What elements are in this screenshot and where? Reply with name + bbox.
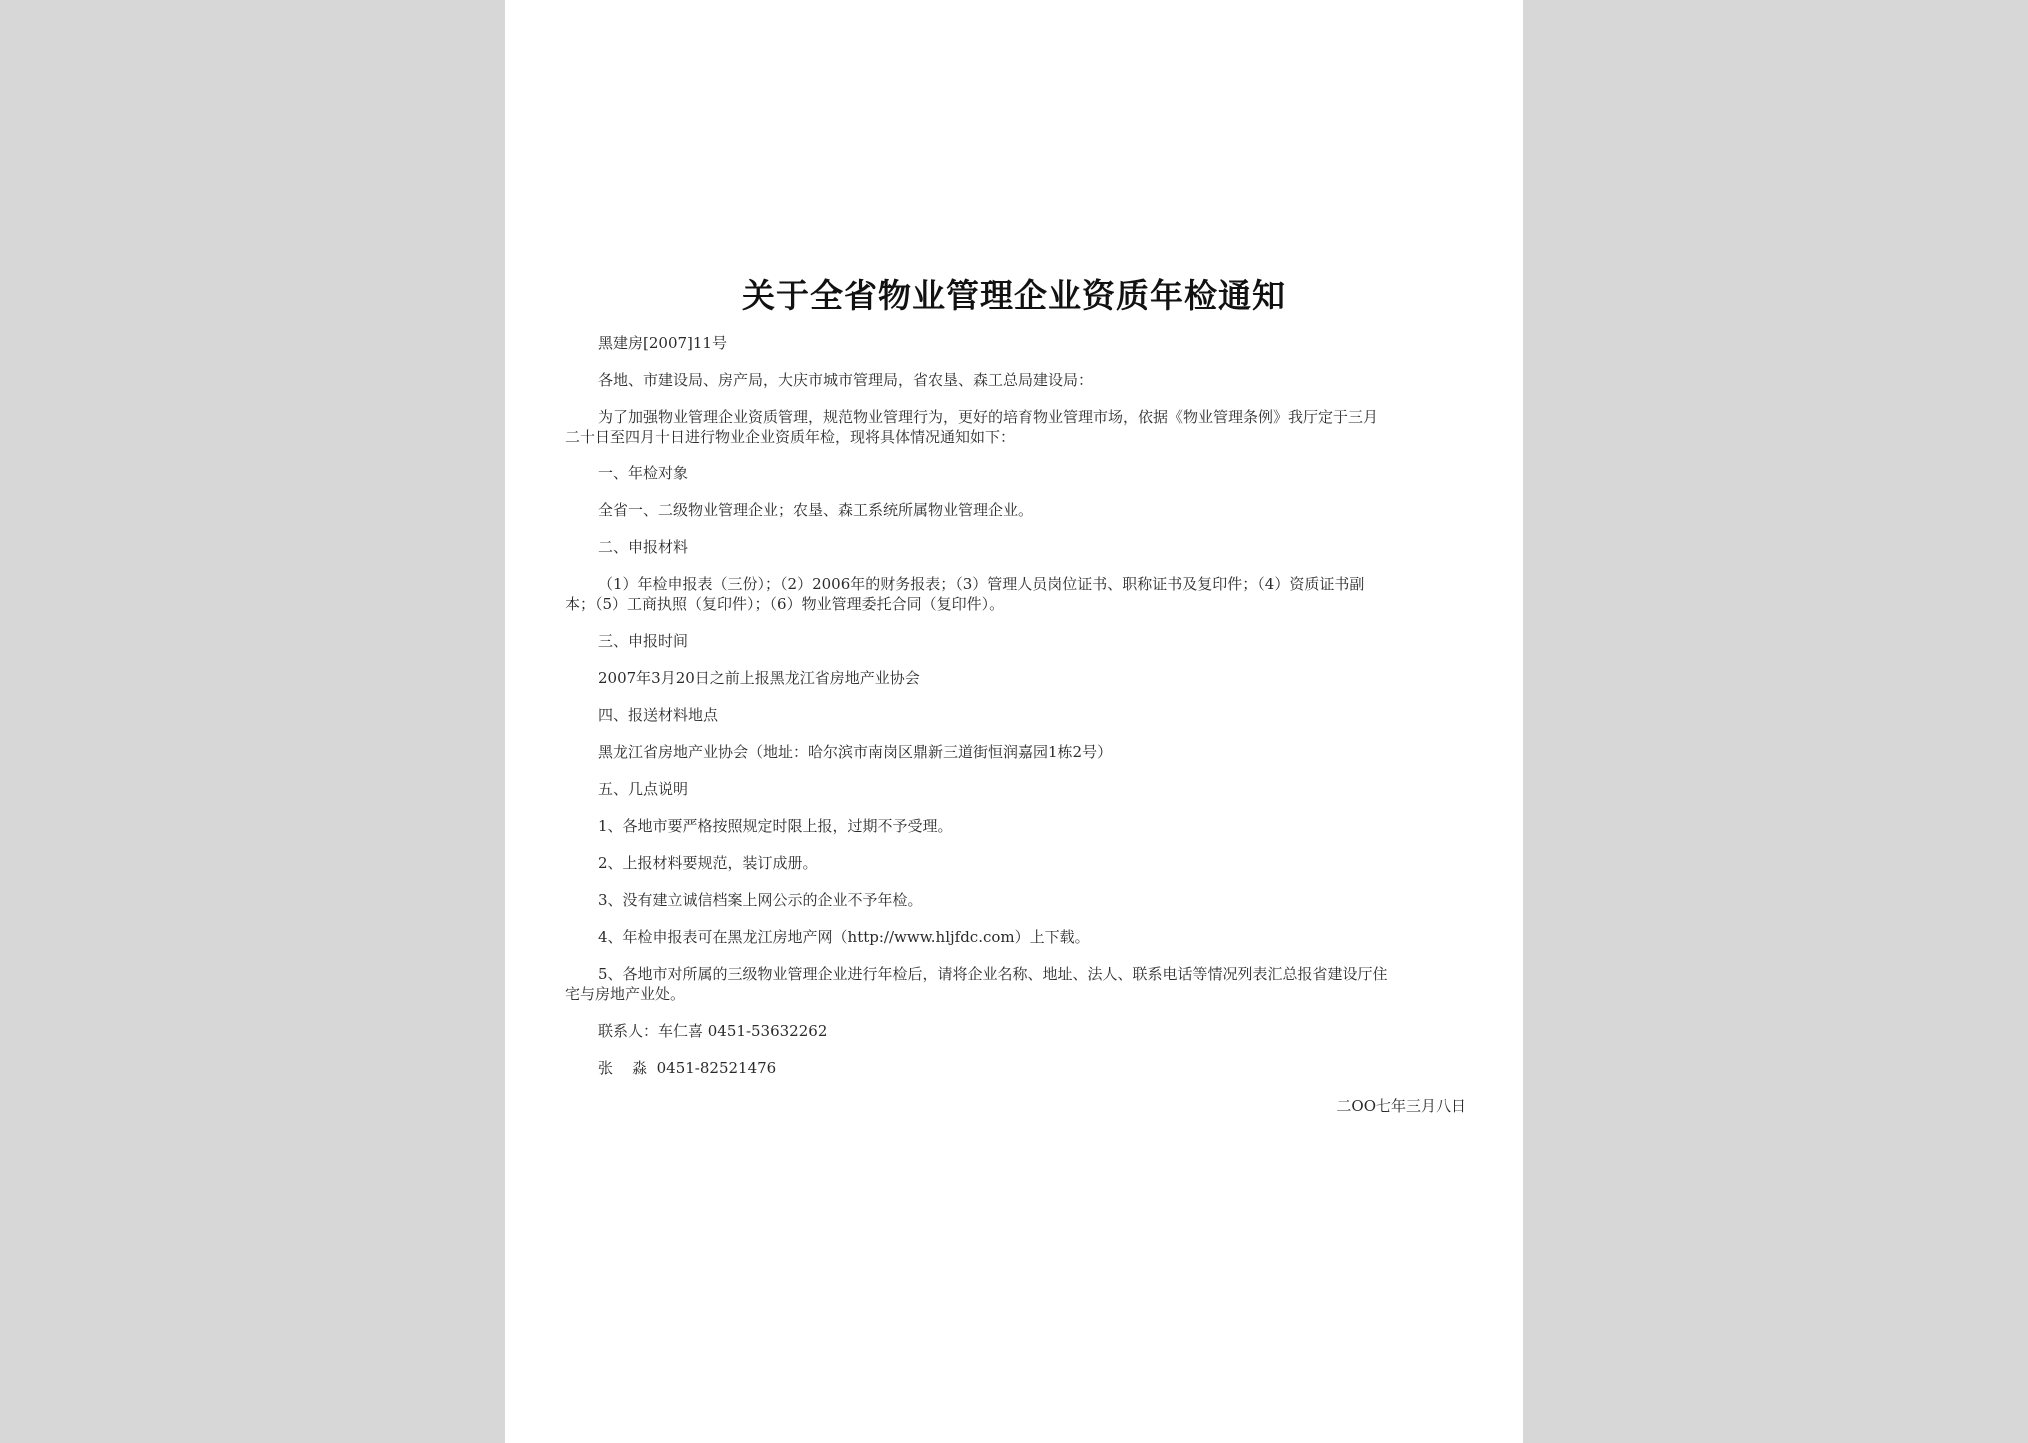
section-2-line-2: 本；（5）工商执照（复印件）；（6）物业管理委托合同（复印件）。 bbox=[565, 595, 1005, 613]
section-1-heading: 一、年检对象 bbox=[598, 464, 689, 482]
contact-1: 联系人：车仁喜 0451-53632262 bbox=[598, 1022, 828, 1040]
contact-2: 张 淼 0451-82521476 bbox=[598, 1059, 777, 1077]
note-5-line-1: 5、各地市对所属的三级物业管理企业进行年检后，请将企业名称、地址、法人、联系电话等情况列表汇总报省建设厅住 bbox=[598, 965, 1388, 983]
section-2-line-1: （1）年检申报表（三份）；（2）2006年的财务报表；（3）管理人员岗位证书、职称证书及复印件；（4）资质证书副 bbox=[598, 575, 1365, 593]
section-4-body: 黑龙江省房地产业协会（地址：哈尔滨市南岗区鼎新三道街恒润嘉园1栋2号） bbox=[598, 743, 1113, 761]
section-3-heading: 三、申报时间 bbox=[598, 632, 689, 650]
note-3: 3、没有建立诚信档案上网公示的企业不予年检。 bbox=[598, 891, 923, 909]
intro-line-2: 二十日至四月十日进行物业企业资质年检，现将具体情况通知如下： bbox=[565, 428, 1016, 446]
section-5-heading: 五、几点说明 bbox=[598, 780, 689, 798]
document-page bbox=[505, 0, 1523, 1443]
page-title: 关于全省物业管理企业资质年检通知 bbox=[742, 276, 1286, 315]
note-5-line-2: 宅与房地产业处。 bbox=[565, 985, 686, 1003]
section-3-body: 2007年3月20日之前上报黑龙江省房地产业协会 bbox=[598, 669, 920, 687]
intro-line-1: 为了加强物业管理企业资质管理，规范物业管理行为，更好的培育物业管理市场，依据《物业管理条例》我厅定于三月 bbox=[598, 408, 1379, 426]
section-2-heading: 二、申报材料 bbox=[598, 538, 689, 556]
note-2: 2、上报材料要规范，装订成册。 bbox=[598, 854, 818, 872]
section-4-heading: 四、报送材料地点 bbox=[598, 706, 719, 724]
addressee: 各地、市建设局、房产局，大庆市城市管理局，省农垦、森工总局建设局： bbox=[598, 371, 1094, 389]
doc-number: 黑建房[2007]11号 bbox=[598, 334, 727, 352]
note-1: 1、各地市要严格按照规定时限上报，过期不予受理。 bbox=[598, 817, 953, 835]
section-1-body: 全省一、二级物业管理企业；农垦、森工系统所属物业管理企业。 bbox=[598, 501, 1034, 519]
document-date: 二OO七年三月八日 bbox=[1336, 1097, 1466, 1115]
note-4: 4、年检申报表可在黑龙江房地产网（http://www.hljfdc.com）上下载。 bbox=[598, 928, 1090, 946]
